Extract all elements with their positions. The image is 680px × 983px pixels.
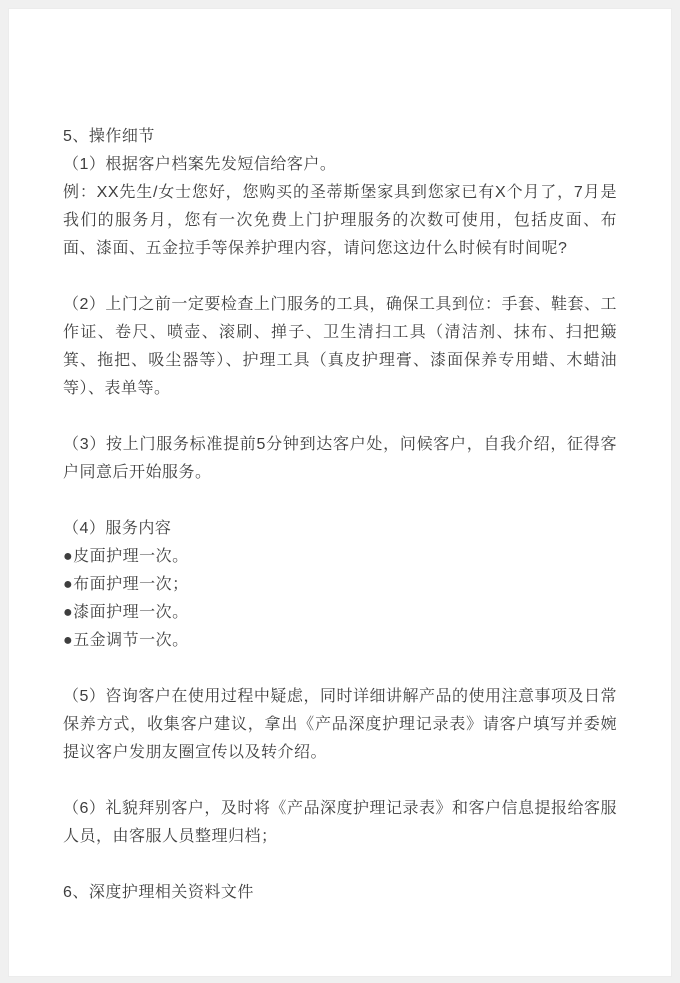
section-heading-6: 6、深度护理相关资料文件 [63, 884, 254, 901]
paragraph-sms-example: 例：XX先生/女士您好，您购买的圣蒂斯堡家具到您家已有X个月了，7月是我们的服务月，您有一次免费上门护理服务的次数可使用，包括皮面、布面、漆面、五金拉手等保养护理内容，请问您这边什么时候有时间呢? [63, 184, 617, 257]
document-content [9, 9, 671, 907]
section-heading-5: 5、操作细节 [63, 128, 155, 145]
paragraph-step-6: （6）礼貌拜别客户，及时将《产品深度护理记录表》和客户信息提报给客服人员，由客服人员整理归档； [63, 800, 617, 845]
bullet-item-fabric-care: ●布面护理一次； [63, 576, 189, 593]
bullet-item-hardware-adjust: ●五金调节一次。 [63, 632, 189, 649]
bullet-item-paint-care: ●漆面护理一次。 [63, 604, 189, 621]
paragraph-step-5: （5）咨询客户在使用过程中疑虑，同时详细讲解产品的使用注意事项及日常保养方式，收集客户建议，拿出《产品深度护理记录表》请客户填写并委婉提议客户发朋友圈宣传以及转介绍。 [63, 688, 617, 761]
bullet-item-leather-care: ●皮面护理一次。 [63, 548, 189, 565]
paragraph-step-3: （3）按上门服务标准提前5分钟到达客户处，问候客户，自我介绍，征得客户同意后开始服务。 [63, 436, 617, 481]
paragraph-step-2: （2）上门之前一定要检查上门服务的工具，确保工具到位：手套、鞋套、工作证、卷尺、喷壶、滚刷、掸子、卫生清扫工具（清洁剂、抹布、扫把簸箕、拖把、吸尘器等）、护理工具（真皮护理膏、漆面保养专用蜡、木蜡油等）、表单等。 [63, 296, 617, 397]
document-page [8, 8, 672, 977]
paragraph-step-4-heading: （4）服务内容 [63, 520, 172, 537]
paragraph-step-1: （1）根据客户档案先发短信给客户。 [63, 156, 337, 173]
